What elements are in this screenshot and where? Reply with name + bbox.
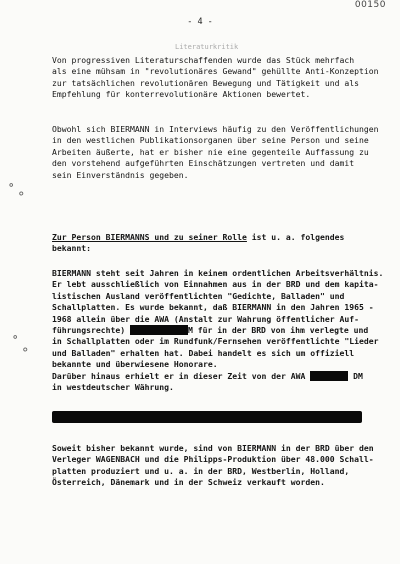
paragraph-3-part-c: Darüber hinaus erhielt er in dieser Zeit von der AWA (52, 370, 311, 381)
paragraph-3-part-d: DM in westdeutscher Währung. (52, 370, 363, 393)
section-heading-underlined: Zur Person BIERMANNS und zu seiner Rolle (52, 232, 247, 242)
paragraph-2: Obwohl sich BIERMANN in Interviews häufig zu den Veröffentlichungen in den westlichen Publikationsorganen über seine Person und seine Arbeiten äußerte, hat er bisher nie eine gegenteile Auffassung zu den vorstehend aufgeführten Einschätzungen vertreten und damit sein Einverständnis gegeben. (52, 124, 379, 180)
section-heading-rest: ist u. a. folgendes bekannt: (52, 232, 345, 254)
paragraph-3 (52, 268, 384, 393)
section-heading (52, 232, 372, 255)
margin-hole-mark: ° (18, 190, 25, 205)
paragraph-1: Von progressiven Literaturschaffenden wurde das Stück mehrfach als eine mühsam in "revolutionäres Gewand" gehüllte Anti-Konzeption zur tatsächlichen revolutionären Bewegung und Tätigkeit und als Empfehlung für konterrevolutionäre Aktionen bewertet. (52, 55, 379, 100)
margin-hole-mark: ∘ (12, 330, 19, 345)
page-number: - 4 - (187, 17, 213, 27)
redaction-box (130, 325, 188, 335)
paragraph-3-part-a: BIERMANN steht seit Jahren in keinem ordentlichen Arbeitsverhältnis. Er lebt ausschließlich von Einnahmen aus in der BRD und dem kapita- listischen Ausland veröffentlichten "Gedichte, Balladen" und Schallplatten. Es wurde bekannt, daß BIERMANN in den Jahren 1965 - 1968 allein über die AWA (Anstalt zur Wahrung öffentlicher Auf- führungsrechte) (52, 268, 384, 336)
archive-stamp: 00150 (354, 0, 386, 10)
paragraph-3-part-b: M für in der BRD von ihm verlegte und in Schallplatten oder im Rundfunk/Fernsehen veröffentlichte "Lieder und Balladen" erhalten hat. Dabei handelt es sich um offiziell bekannte und überwiesene Honorare. (52, 325, 379, 370)
faint-note: Literaturkritik (175, 43, 239, 51)
margin-hole-mark: ∘ (8, 178, 15, 193)
redaction-box (310, 371, 348, 381)
margin-hole-mark: ° (22, 346, 29, 361)
paragraph-4: Soweit bisher bekannt wurde, sind von BIERMANN in der BRD über den Verleger WAGENBACH und die Philipps-Produktion über 48.000 Schall- platten produziert und u. a. in der BRD, Westberlin, Holland, Österreich, Dänemark und in der Schweiz verkauft worden. (52, 443, 374, 488)
redacted-line (52, 411, 362, 423)
